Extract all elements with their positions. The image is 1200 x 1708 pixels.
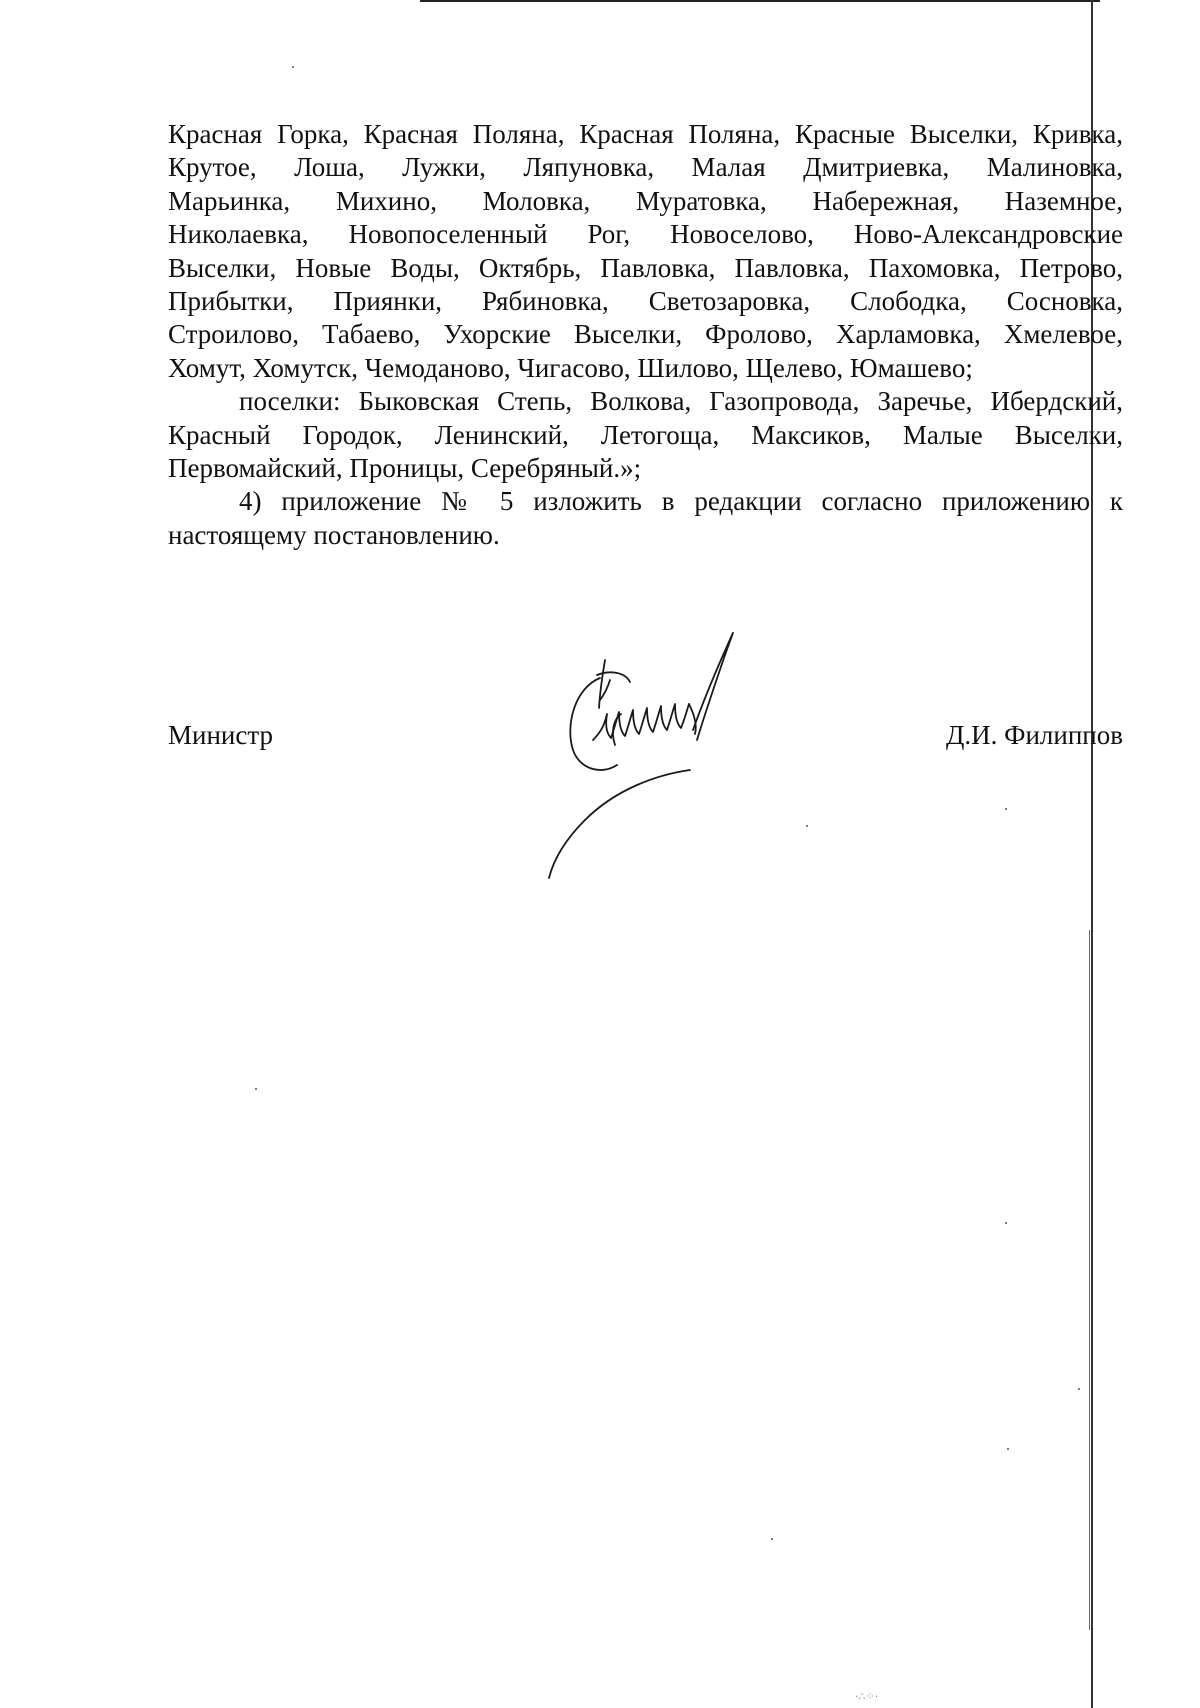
scan-speck [1005,1222,1007,1224]
body-line: Крутое, Лоша, Лужки, Ляпуновка, Малая Дмитриевка, Малиновка, [168,152,1123,183]
body-line: Красный Городок, Ленинский, Летогоща, Максиков, Малые Выселки, [168,419,1123,450]
body-line: Красная Горка, Красная Поляна, Красная Поляна, Красные Выселки, Кривка, [168,119,1123,149]
scan-edge-right-inner [1089,930,1090,1630]
handwritten-signature [545,630,795,880]
document-body [168,118,1123,552]
body-line: настоящему постановлению. [168,519,500,550]
body-line: Выселки, Новые Воды, Октябрь, Павловка, Павловка, Пахомовка, Петрово, [168,252,1123,283]
signatory-name: Д.И. Филиппов [945,720,1123,750]
scan-speck [806,825,808,827]
body-line: Хомут, Хомутск, Чемоданово, Чигасово, Шилово, Щелево, Юмашево; [168,352,973,383]
scan-edge-top [420,0,1100,2]
scan-speck [292,66,294,68]
body-line: Марьинка, Михино, Моловка, Муратовка, Набережная, Наземное, [168,185,1123,216]
scan-speck [1078,1388,1080,1390]
body-line: Николаевка, Новопоселенный Рог, Новоселово, Ново-Александровские [168,219,1123,250]
scan-speck [1007,1448,1009,1450]
body-line: 4) приложение № 5 изложить в редакции согласно приложению к [239,486,1123,517]
body-line: Первомайский, Проницы, Серебряный.»; [168,453,642,484]
body-line: Прибытки, Приянки, Рябиновка, Светозаровка, Слободка, Сосновка, [168,286,1123,317]
body-line: поселки: Быковская Степь, Волкова, Газопровода, Заречье, Ибердский, [239,386,1123,417]
scan-speck [771,1538,773,1540]
scan-speck [255,1088,257,1090]
scan-artifact: ·∴⁘· [855,1690,879,1703]
signatory-title: Министр [168,720,273,750]
body-line: Строилово, Табаево, Ухорские Выселки, Фролово, Харламовка, Хмелевое, [168,319,1123,350]
scan-speck [1005,808,1007,810]
